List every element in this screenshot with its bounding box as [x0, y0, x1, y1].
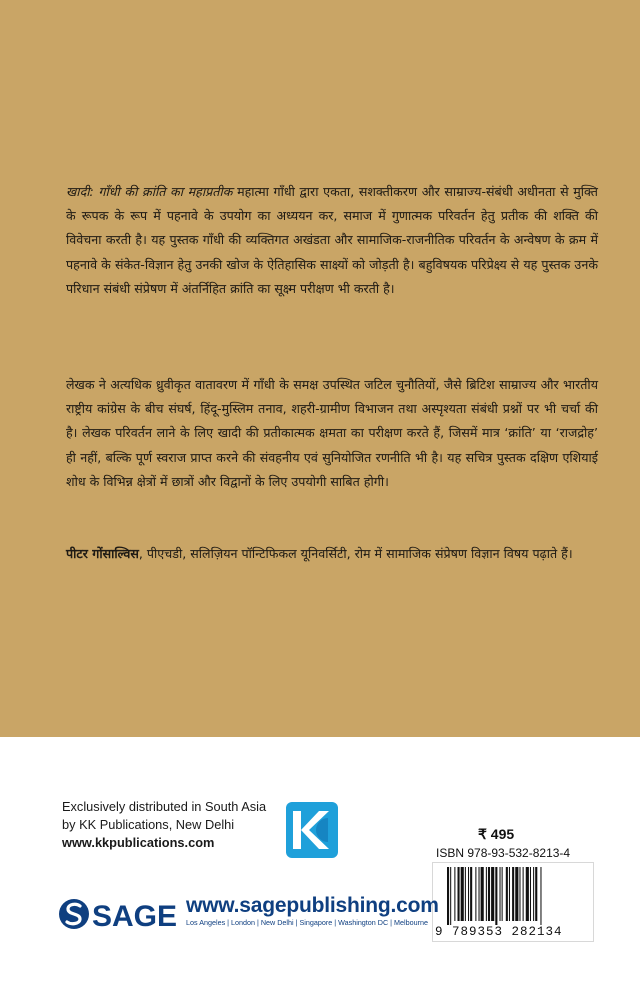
author-bio [66, 542, 598, 566]
publisher-cities: Los Angeles | London | New Delhi | Singapore | Washington DC | Melbourne [186, 918, 429, 927]
isbn-barcode [432, 862, 594, 942]
distribution-info [62, 798, 302, 852]
blurb-paragraph-1-text: महात्मा गाँधी द्वारा एकता, सशक्तीकरण और साम्राज्य-संबंधी अधीनता से मुक्ति के रूपक के रूप में पहनावे के उपयोग का अध्ययन कर, समाज में गुणात्मक परिवर्तन हेतु प्रतीक की शक्ति की विवेचना करती है। यह पुस्तक गाँधी की व्यक्तिगत अखंडता और सामाजिक-राजनीतिक परिवर्तन के अन्वेषण के क्रम में पहनावे के संकेत-विज्ञान हेतु उनकी खोज के ऐतिहासिक साक्ष्यों को जोड़ती है। बहुविषयक परिप्रेक्ष्य से यह पुस्तक उनके परिधान संबंधी संप्रेषण में अंतर्निहित क्रांति का सूक्ष्म परीक्षण भी करती है। [66, 184, 598, 296]
distribution-line-1: Exclusively distributed in South Asia [62, 799, 267, 814]
author-name: पीटर गोंसाल्विस [66, 546, 139, 561]
publisher-url: www.sagepublishing.com [186, 894, 439, 917]
sage-publisher-logo [58, 896, 178, 932]
distribution-line-2: by KK Publications, New Delhi [62, 817, 235, 832]
sage-logo-text: SAGE [92, 900, 178, 932]
author-bio-text: , पीएचडी, सलिज़ियन पॉन्टिफिकल यूनिवर्सिटी, रोम में सामाजिक संप्रेषण विज्ञान विषय पढ़ाते हैं। [138, 546, 573, 561]
kk-publications-logo-icon [286, 802, 338, 858]
blurb-paragraph-1 [66, 180, 598, 301]
barcode-digits: 9 789353 282134 [435, 925, 563, 939]
barcode-bars-icon [447, 867, 587, 925]
isbn-number: ISBN 978-93-532-8213-4 [436, 846, 571, 860]
book-price: ₹ 495 [478, 826, 515, 842]
blurb-paragraph-2: लेखक ने अत्यधिक ध्रुवीकृत वातावरण में गाँधी के समक्ष उपस्थित जटिल चुनौतियों, जैसे ब्रिटिश साम्राज्य और भारतीय राष्ट्रीय कांग्रेस के बीच संघर्ष, हिंदू-मुस्लिम तनाव, शहरी-ग्रामीण विभाजन तथा अस्पृश्यता संबंधी प्रश्नों पर भी चर्चा की है। लेखक परिवर्तन लाने के लिए खादी की प्रतीकात्मक क्षमता का परीक्षण करते हैं, जिसमें मात्र ‘क्रांति’ या ‘राजद्रोह’ ही नहीं, बल्कि पूर्ण स्वराज प्राप्त करने की संवहनीय एवं सुनियोजित रणनीति भी है। यह सचित्र पुस्तक दक्षिण एशियाई शोध के विभिन्न क्षेत्रों में छात्रों और विद्वानों के लिए उपयोगी साबित होगी। [66, 377, 598, 489]
distributor-url: www.kkpublications.com [62, 835, 215, 850]
book-title-italic: खादी: गाँधी की क्रांति का महाप्रतीक [66, 184, 233, 199]
